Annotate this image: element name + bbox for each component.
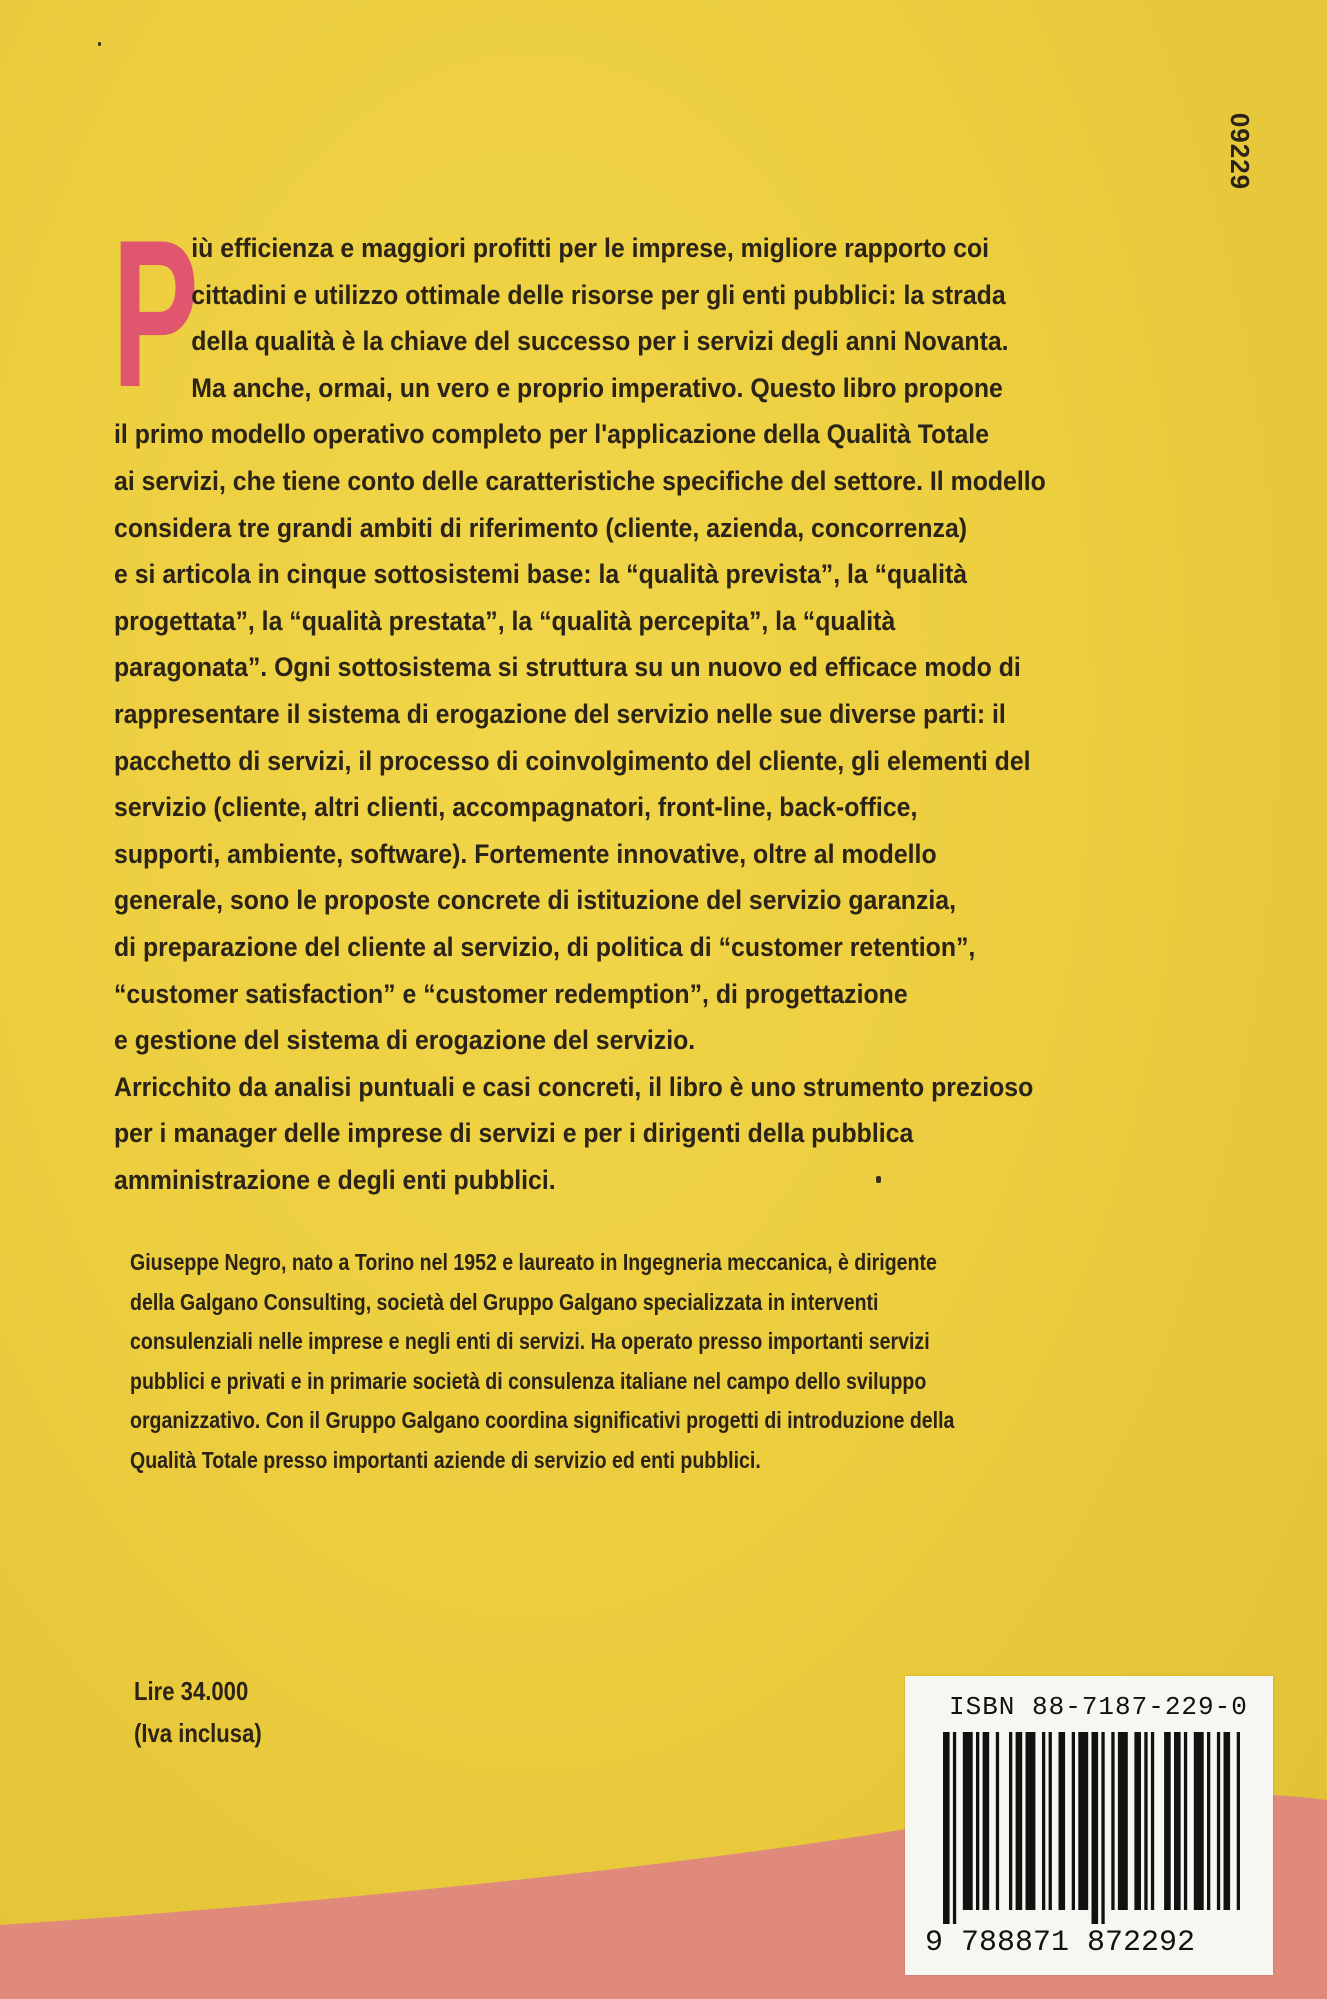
blurb-line: paragonata”. Ogni sottosistema si struttura su un nuovo ed efficace modo di bbox=[114, 652, 1021, 683]
blurb-line: generale, sono le proposte concrete di istituzione del servizio garanzia, bbox=[114, 885, 957, 916]
price-amount: Lire 34.000 bbox=[134, 1676, 249, 1706]
blurb-line: “customer satisfaction” e “customer redemption”, di progettazione bbox=[114, 978, 908, 1009]
blurb-line: e gestione del sistema di erogazione del servizio. bbox=[114, 1025, 696, 1056]
barcode-bar bbox=[1078, 1732, 1088, 1910]
blurb-line: iù efficienza e maggiori profitti per le imprese, migliore rapporto coi bbox=[191, 233, 990, 263]
barcode-bar bbox=[1224, 1732, 1231, 1910]
barcode-bar bbox=[976, 1732, 979, 1910]
blurb-line: Ma anche, ormai, un vero e proprio imperativo. Questo libro propone bbox=[191, 372, 1003, 403]
blurb-line: amministrazione e degli enti pubblici. bbox=[114, 1164, 556, 1195]
barcode-bar bbox=[1111, 1732, 1114, 1910]
isbn-text: ISBN 88-7187-229-0 bbox=[949, 1692, 1248, 1722]
blurb-text bbox=[112, 196, 1046, 1203]
blurb-line: ai servizi, che tiene conto delle caratteristiche specifiche del settore. Il modello bbox=[114, 465, 1046, 496]
barcode-bar bbox=[996, 1732, 999, 1910]
blurb-line: Arricchito da analisi puntuali e casi concreti, il libro è uno strumento prezioso bbox=[114, 1071, 1034, 1102]
barcode-bar bbox=[1237, 1732, 1240, 1910]
barcode-bar bbox=[1194, 1732, 1204, 1910]
blurb-line: rappresentare il sistema di erogazione del servizio nelle sue diverse parti: il bbox=[114, 698, 1006, 729]
barcode-bar bbox=[1009, 1732, 1012, 1910]
barcode-bar bbox=[953, 1732, 956, 1924]
barcode-bar bbox=[1059, 1732, 1066, 1910]
blurb-line: per i manager delle imprese di servizi e per i dirigenti della pubblica bbox=[114, 1118, 914, 1149]
blurb-line: progettata”, la “qualità prestata”, la “qualità percepita”, la “qualità bbox=[114, 605, 896, 636]
barcode-bar bbox=[1184, 1732, 1187, 1910]
barcode-bar bbox=[983, 1732, 990, 1910]
blurb-line: supporti, ambiente, software). Fortemente innovative, oltre al modello bbox=[114, 838, 937, 869]
barcode-bar bbox=[1101, 1732, 1104, 1924]
print-speck bbox=[98, 42, 101, 46]
blurb-line: considera tre grandi ambiti di riferimento (cliente, azienda, concorrenza) bbox=[114, 512, 968, 543]
barcode-bar bbox=[1207, 1732, 1210, 1910]
price-block bbox=[134, 1670, 262, 1754]
barcode-bar bbox=[1164, 1732, 1171, 1910]
blurb-line: della qualità è la chiave del successo per i servizi degli anni Novanta. bbox=[191, 326, 1009, 357]
price-note: (Iva inclusa) bbox=[134, 1718, 262, 1748]
barcode-bar bbox=[943, 1732, 950, 1924]
barcode-bar bbox=[1072, 1732, 1075, 1910]
bio-line: consulenziali nelle imprese e negli enti di servizi. Ha operato presso importanti servizi bbox=[130, 1328, 930, 1354]
blurb-line: il primo modello operativo completo per l'applicazione della Qualità Totale bbox=[114, 419, 990, 450]
print-speck bbox=[876, 1176, 881, 1183]
bio-line: Qualità Totale presso importanti aziende di servizio ed enti pubblici. bbox=[130, 1446, 761, 1473]
ean-digits: 9 788871 872292 bbox=[925, 1926, 1196, 1960]
barcode-bars bbox=[943, 1732, 1253, 1924]
barcode-bar bbox=[1016, 1732, 1023, 1910]
blurb-line: cittadini e utilizzo ottimale delle risorse per gli enti pubblici: la strada bbox=[191, 279, 1006, 310]
barcode-bar bbox=[1026, 1732, 1036, 1910]
spine-code: 09229 bbox=[1225, 112, 1256, 190]
barcode-bar bbox=[1092, 1732, 1099, 1924]
author-bio bbox=[130, 1243, 980, 1480]
barcode-bar bbox=[1217, 1732, 1220, 1910]
drop-cap-letter: P bbox=[112, 196, 199, 431]
blurb-line: di preparazione del cliente al servizio, di politica di “customer retention”, bbox=[114, 931, 976, 962]
bio-line: della Galgano Consulting, società del Gruppo Galgano specializzata in interventi bbox=[130, 1288, 879, 1315]
blurb-line: pacchetto di servizi, il processo di coinvolgimento del cliente, gli elementi del bbox=[114, 745, 1031, 776]
barcode-bar bbox=[1174, 1732, 1181, 1910]
blurb-line: servizio (cliente, altri clienti, accompagnatori, front-line, back-office, bbox=[114, 792, 918, 823]
barcode-bar bbox=[1049, 1732, 1052, 1910]
barcode-bar bbox=[963, 1732, 973, 1910]
barcode-bar bbox=[1042, 1732, 1045, 1910]
bio-line: organizzativo. Con il Gruppo Galgano coordina significativi progetti di introduzione della bbox=[130, 1407, 955, 1433]
barcode-bar bbox=[1118, 1732, 1128, 1910]
barcode-bar bbox=[1144, 1732, 1147, 1910]
bio-line: Giuseppe Negro, nato a Torino nel 1952 e laureato in Ingegneria meccanica, è dirigente bbox=[130, 1249, 937, 1275]
bio-line: pubblici e privati e in primarie società di consulenza italiane nel campo dello sviluppo bbox=[130, 1367, 927, 1394]
barcode-bar bbox=[1134, 1732, 1141, 1910]
barcode-bar bbox=[1151, 1732, 1154, 1910]
blurb-line: e si articola in cinque sottosistemi base: la “qualità prevista”, la “qualità bbox=[114, 559, 968, 590]
barcode-label bbox=[905, 1676, 1273, 1975]
